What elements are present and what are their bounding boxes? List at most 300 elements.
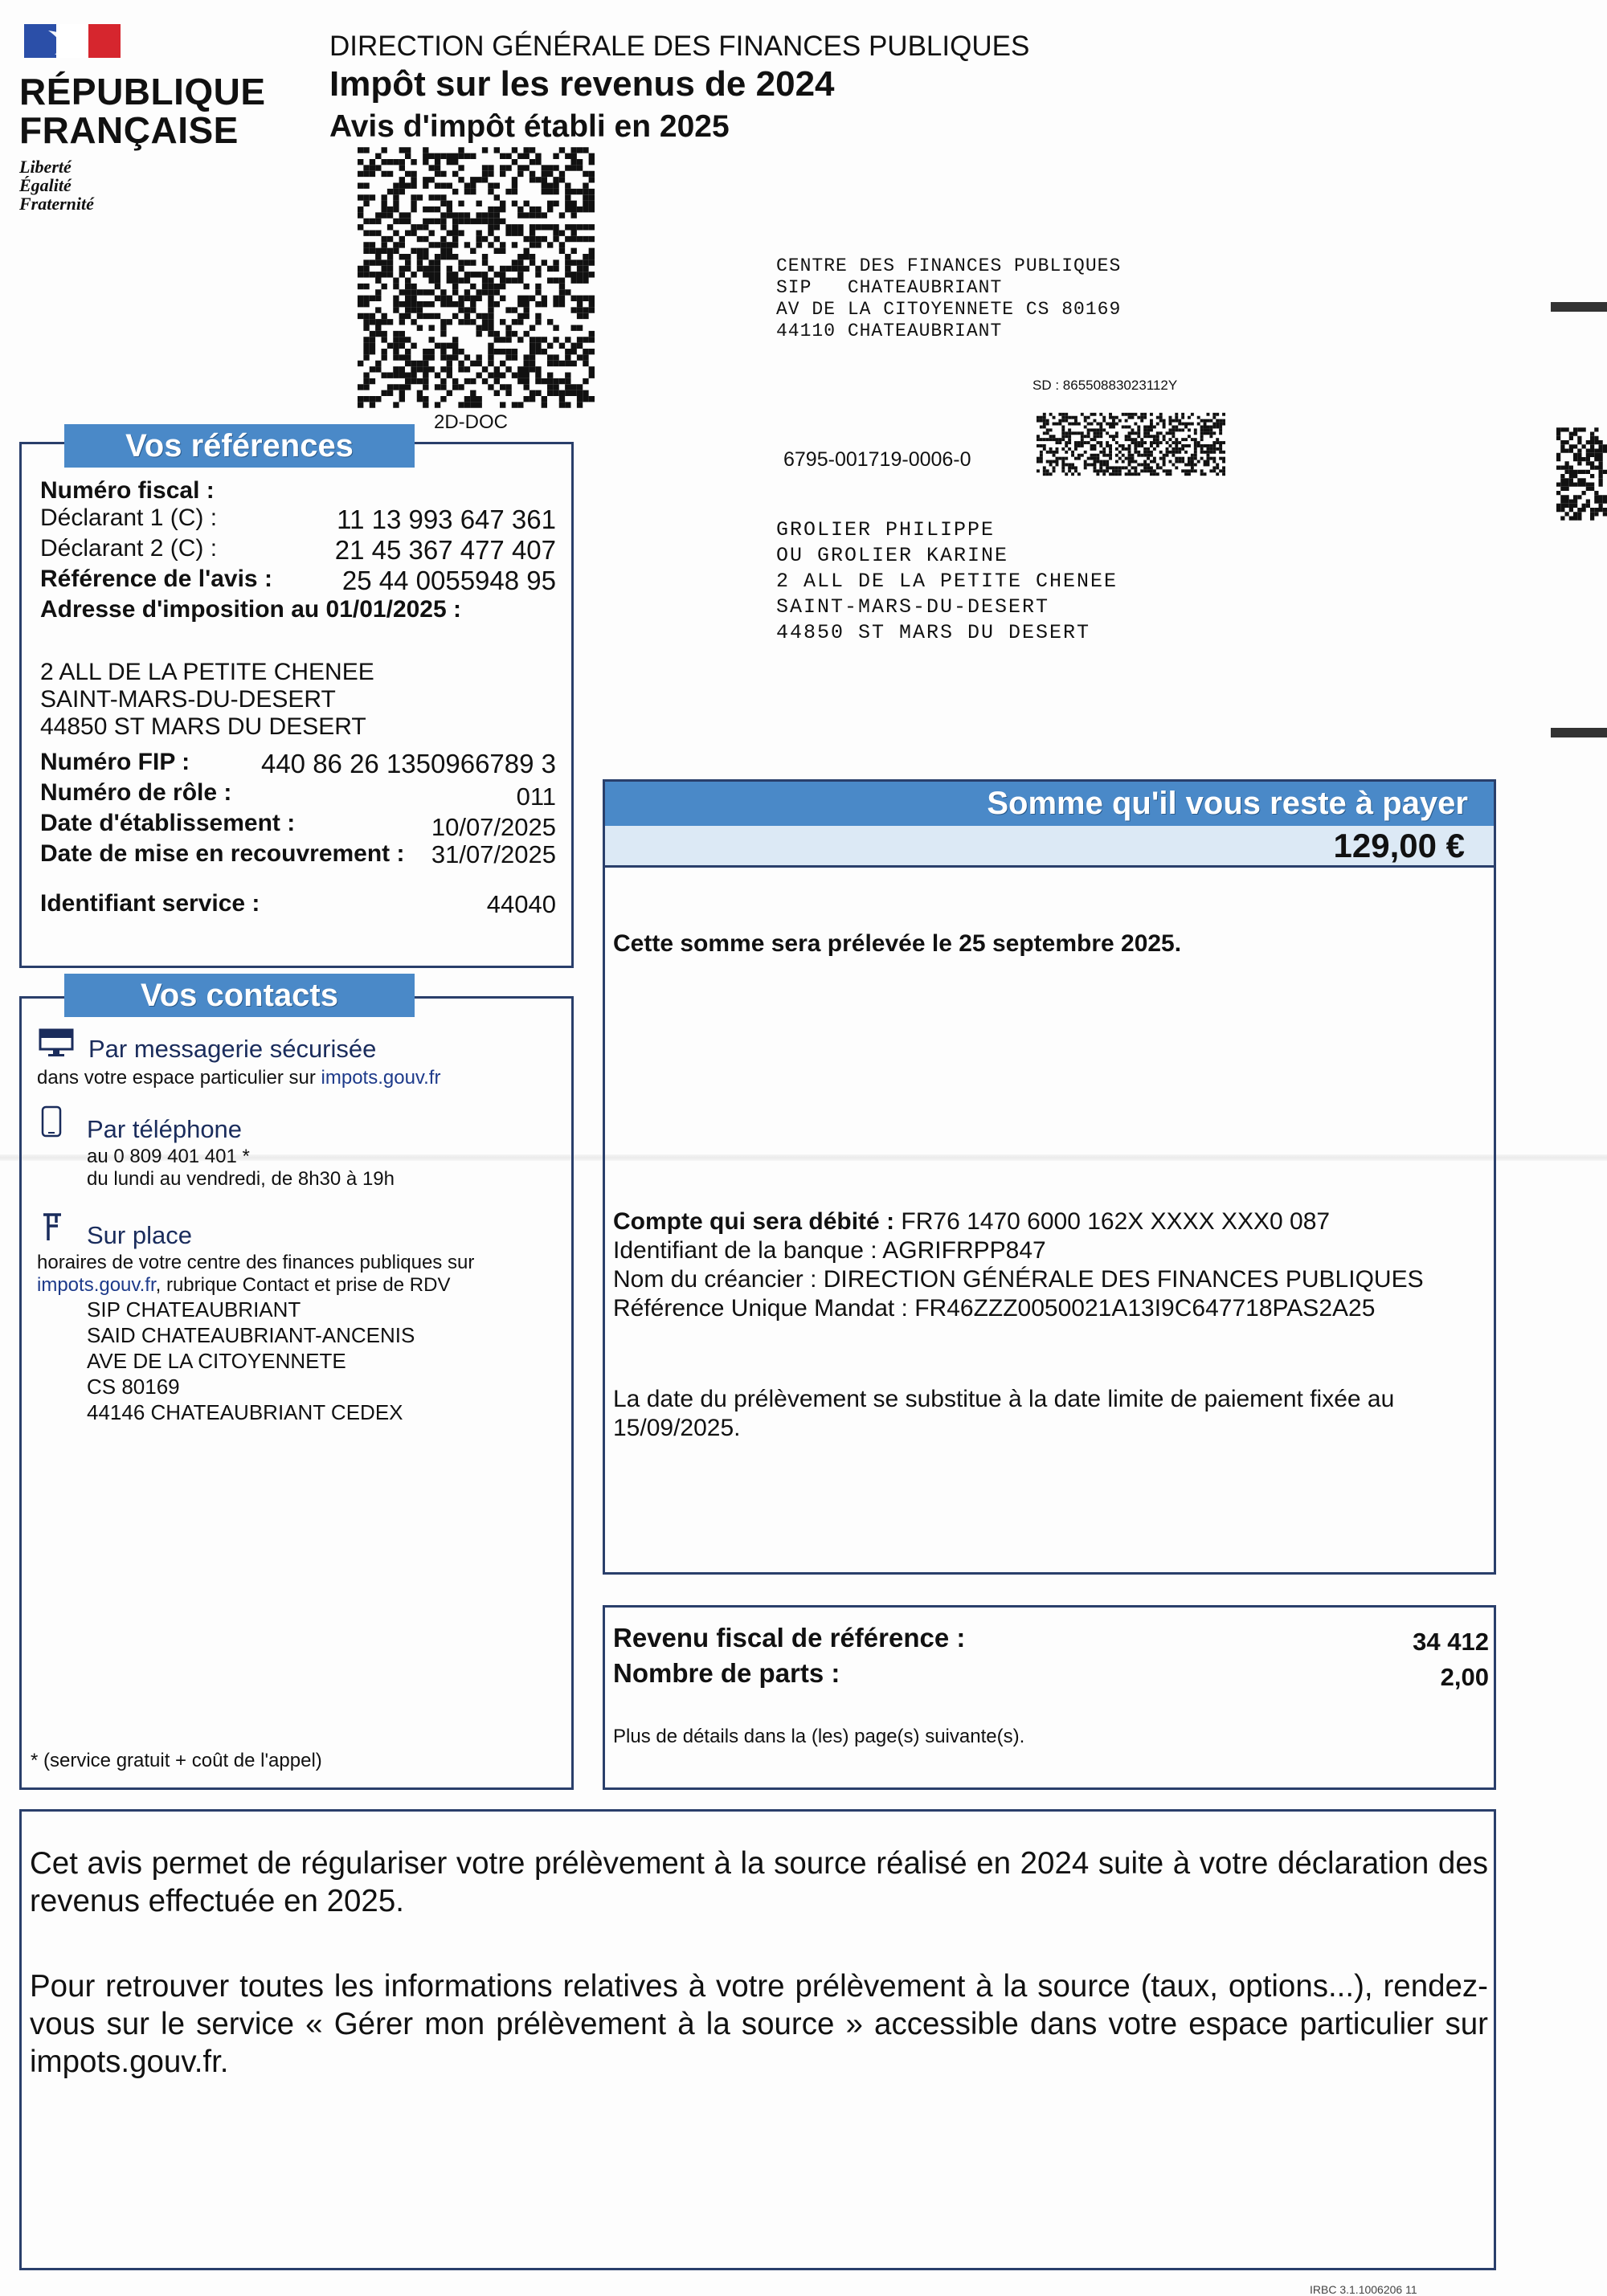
barcode-module [1577,508,1581,512]
barcode-module [470,189,476,194]
barcode-module [1191,454,1194,457]
barcode-module [1573,453,1577,457]
barcode-module [1058,423,1061,426]
barcode-module [363,354,369,360]
place-address-line: CS 80169 [87,1375,180,1399]
barcode-module [393,231,399,236]
barcode-module [1573,444,1577,448]
fip-row [40,749,556,779]
barcode-module [1150,466,1153,469]
barcode-module [1169,472,1172,476]
barcode-module [542,183,547,189]
barcode-module [464,183,470,189]
document-subtitle: Avis d'impôt établi en 2025 [329,109,730,144]
barcode-module [1058,438,1061,441]
barcode-module [440,366,446,372]
center-line: CENTRE DES FINANCES PUBLIQUES [776,255,1122,276]
barcode-module [1212,469,1216,472]
barcode-module [530,236,535,242]
barcode-module [559,343,565,349]
barcode-module [559,177,565,182]
barcode-module [547,278,553,284]
barcode-module [1569,470,1573,474]
barcode-module [542,212,547,218]
barcode-module [530,159,535,165]
barcode-module [1569,517,1573,521]
barcode-module [393,278,399,284]
barcode-module [589,189,595,194]
barcode-module [1046,423,1049,426]
barcode-module [363,301,369,307]
barcode-module [1560,495,1564,499]
barcode-module [535,224,541,230]
barcode-module [1181,444,1184,447]
barcode-module [583,272,588,277]
barcode-module [565,165,570,170]
barcode-module [1099,423,1102,426]
barcode-module [1150,435,1153,438]
barcode-module [1056,423,1059,426]
barcode-module [505,189,511,194]
revenue-content [613,1623,1489,1748]
barcode-module [1131,460,1135,464]
barcode-module [1065,457,1068,460]
barcode-module [1147,457,1150,460]
banque-line: Identifiant de la banque : AGRIFRPP847 [613,1237,1046,1264]
barcode-module [458,259,464,265]
barcode-module [1115,466,1118,469]
barcode-module [1212,444,1216,447]
barcode-module [1109,426,1112,429]
barcode-module [500,266,505,272]
barcode-module [1577,470,1581,474]
barcode-module [399,319,405,325]
barcode-module [583,349,588,354]
barcode-module [494,331,500,337]
barcode-module [393,301,399,307]
barcode-module [571,278,577,284]
barcode-module [1071,454,1074,457]
barcode-module [547,189,553,194]
barcode-module [530,390,535,396]
barcode-module [571,206,577,212]
barcode-module [494,147,500,153]
barcode-module [1582,444,1586,448]
barcode-module [393,189,399,194]
barcode-module [452,384,458,390]
barcode-module [1122,460,1125,464]
barcode-module [1134,460,1137,464]
barcode-module [1166,431,1169,435]
small-barcode [1037,411,1225,477]
barcode-module [1056,438,1059,441]
mandat-line: Référence Unique Mandat : FR46ZZZ0050021A13I9C647718PAS2A25 [613,1295,1376,1322]
barcode-module [429,165,435,170]
barcode-module [1125,426,1128,429]
barcode-module [447,212,452,218]
recipient-line: OU GROLIER KARINE [776,544,1009,567]
barcode-module [512,373,517,378]
barcode-module [535,212,541,218]
barcode-module [1194,454,1197,457]
barcode-module [571,236,577,242]
barcode-module [435,313,440,319]
barcode-module [375,278,381,284]
barcode-module [488,219,493,224]
barcode-module [494,212,500,218]
barcode-module [1099,464,1102,467]
barcode-module [1172,435,1175,438]
barcode-module [1068,441,1071,444]
barcode-module [1166,469,1169,472]
barcode-module [399,177,405,182]
barcode-module [1049,413,1053,416]
barcode-module [417,390,423,396]
fip-value: 440 86 26 1350966789 3 [260,749,556,778]
barcode-module [1178,441,1181,444]
barcode-module [1172,419,1175,423]
barcode-module [559,402,565,407]
barcode-module [1115,447,1118,451]
barcode-module [1065,435,1068,438]
barcode-module [505,231,511,236]
barcode-module [1134,469,1137,472]
barcode-module [1106,464,1109,467]
barcode-module [1118,472,1122,476]
barcode-module [1586,470,1590,474]
barcode-module [358,159,363,165]
barcode-module [589,296,595,301]
barcode-module [542,301,547,307]
barcode-module [1565,427,1569,431]
barcode-module [429,194,435,200]
barcode-module [417,254,423,259]
barcode-module [1181,447,1184,451]
barcode-module [358,313,363,319]
barcode-module [1582,427,1586,431]
barcode-module [440,248,446,254]
barcode-module [1594,500,1598,504]
barcode-module [1169,444,1172,447]
barcode-module [583,259,588,265]
barcode-module [1096,457,1099,460]
barcode-module [524,296,530,301]
barcode-module [476,201,482,206]
barcode-module [1068,469,1071,472]
barcode-module [488,296,493,301]
barcode-module [1150,469,1153,472]
barcode-module [494,378,500,384]
barcode-module [1128,444,1131,447]
barcode-module [423,254,428,259]
barcode-module [589,159,595,165]
barcode-module [1112,435,1115,438]
place-text2: , rubrique Contact et prise de RDV [155,1274,451,1296]
barcode-module [524,373,530,378]
barcode-module [1222,466,1225,469]
barcode-module [583,296,588,301]
barcode-module [547,165,553,170]
barcode-module [1212,457,1216,460]
barcode-module [458,165,464,170]
barcode-module [1087,457,1090,460]
barcode-module [382,248,387,254]
barcode-module [589,201,595,206]
barcode-module [512,177,517,182]
barcode-module [399,183,405,189]
barcode-module [1112,466,1115,469]
barcode-module [370,313,375,319]
barcode-module [535,289,541,295]
barcode-module [458,147,464,153]
barcode-module [1594,427,1598,431]
barcode-module [1077,472,1081,476]
barcode-module [429,337,435,342]
barcode-module [1565,487,1569,491]
barcode-module [1163,460,1166,464]
barcode-module [1115,472,1118,476]
center-line: 44110 CHATEAUBRIANT [776,321,1003,341]
barcode-module [542,165,547,170]
barcode-module [447,206,452,212]
barcode-module [1040,454,1043,457]
barcode-module [524,378,530,384]
barcode-module [577,402,583,407]
role-row [40,779,556,810]
barcode-module [553,325,558,331]
barcode-module [435,183,440,189]
barcode-module [1140,416,1143,419]
barcode-module [1077,457,1081,460]
barcode-module [565,236,570,242]
barcode-module [1209,447,1212,451]
barcode-module [1150,428,1153,431]
barcode-module [476,231,482,236]
barcode-module [440,242,446,247]
barcode-module [1147,435,1150,438]
barcode-module [382,171,387,177]
barcode-module [530,354,535,360]
barcode-module [517,373,523,378]
barcode-module [399,313,405,319]
barcode-module [517,171,523,177]
barcode-module [1573,474,1577,478]
messagerie-title: Par messagerie sécurisée [88,1035,377,1063]
references-title: Vos références [64,424,415,468]
impots-link[interactable]: impots.gouv.fr [321,1067,441,1089]
barcode-module [482,366,488,372]
barcode-module [1556,504,1560,508]
barcode-module [358,212,363,218]
barcode-module [1586,483,1590,487]
barcode-module [1081,431,1084,435]
barcode-module [482,325,488,331]
barcode-module [464,396,470,402]
barcode-module [1125,435,1128,438]
barcode-module [470,284,476,289]
barcode-module [1582,483,1586,487]
barcode-module [1216,472,1219,476]
barcode-module [458,366,464,372]
barcode-module [1147,464,1150,467]
barcode-module [500,201,505,206]
barcode-module [405,361,411,366]
barcode-module [370,194,375,200]
barcode-module [363,147,369,153]
barcode-module [405,373,411,378]
barcode-module [1577,495,1581,499]
barcode-module [1137,416,1140,419]
barcode-module [1112,438,1115,441]
barcode-module [1137,464,1140,467]
barcode-module [411,159,416,165]
barcode-module [1043,419,1046,423]
barcode-module [458,402,464,407]
barcode-module [411,231,416,236]
barcode-module [482,278,488,284]
barcode-module [1112,472,1115,476]
barcode-module [429,219,435,224]
barcode-module [1200,428,1204,431]
barcode-module [512,278,517,284]
barcode-module [583,189,588,194]
barcode-module [1159,441,1163,444]
barcode-module [553,183,558,189]
barcode-module [1037,419,1040,423]
barcode-module [1163,438,1166,441]
barcode-module [375,361,381,366]
barcode-module [440,319,446,325]
barcode-module [1184,451,1188,454]
barcode-module [1219,444,1222,447]
barcode-module [553,301,558,307]
barcode-module [470,296,476,301]
barcode-module [1094,460,1097,464]
barcode-module [1594,440,1598,444]
barcode-module [1087,441,1090,444]
barcode-module [1131,472,1135,476]
barcode-module [547,183,553,189]
barcode-module [1137,435,1140,438]
service-row [40,887,556,917]
barcode-module [482,212,488,218]
edge-barcode [1556,426,1607,522]
barcode-module [553,390,558,396]
barcode-module [1049,447,1053,451]
barcode-module [1159,457,1163,460]
barcode-module [1156,466,1159,469]
barcode-module [1150,441,1153,444]
declarant2-label: Déclarant 2 (C) : [40,535,218,562]
barcode-module [517,153,523,159]
barcode-module [1043,423,1046,426]
barcode-module [1112,419,1115,423]
barcode-module [530,366,535,372]
creancier-line: Nom du créancier : DIRECTION GÉNÉRALE DES FINANCES PUBLIQUES [613,1266,1424,1293]
barcode-module [1049,435,1053,438]
barcode-module [494,337,500,342]
barcode-module [399,219,405,224]
barcode-module [423,206,428,212]
barcode-module [411,206,416,212]
barcode-module [375,165,381,170]
barcode-module [488,325,493,331]
barcode-module [571,390,577,396]
barcode-module [1577,449,1581,453]
barcode-module [405,219,411,224]
barcode-module [1109,466,1112,469]
barcode-module [589,307,595,313]
impots-link[interactable]: impots.gouv.fr [37,1274,156,1296]
barcode-module [1102,419,1106,423]
barcode-module [559,278,565,284]
barcode-module [417,378,423,384]
barcode-module [482,165,488,170]
barcode-module [464,402,470,407]
barcode-module [452,343,458,349]
barcode-module [1200,469,1204,472]
barcode-module [524,147,530,153]
barcode-module [1071,466,1074,469]
barcode-module [1175,441,1178,444]
barcode-module [583,354,588,360]
barcode-module [1061,413,1065,416]
barcode-module [1065,464,1068,467]
barcode-module [1565,478,1569,482]
barcode-module [1219,441,1222,444]
barcode-module [1207,428,1210,431]
barcode-module [447,319,452,325]
barcode-module [1172,451,1175,454]
barcode-module [1143,464,1147,467]
barcode-module [1156,464,1159,467]
republique-francaise-wordmark [19,72,266,149]
barcode-module [512,159,517,165]
barcode-module [1560,427,1564,431]
barcode-module [505,266,511,272]
barcode-module [1184,426,1188,429]
barcode-module [393,337,399,342]
barcode-module [512,201,517,206]
barcode-module [429,272,435,277]
barcode-module [542,402,547,407]
barcode-module [1147,431,1150,435]
barcode-module [500,349,505,354]
barcode-module [1209,431,1212,435]
barcode-module [535,337,541,342]
barcode-module [447,296,452,301]
barcode-module [440,224,446,230]
barcode-module [464,354,470,360]
barcode-module [559,378,565,384]
messagerie-text: dans votre espace particulier sur [37,1067,321,1089]
barcode-module [458,278,464,284]
messagerie-row [37,1028,559,1063]
barcode-module [1043,438,1046,441]
barcode-module [524,165,530,170]
barcode-module [535,349,541,354]
barcode-module [1560,508,1564,512]
barcode-module [571,307,577,313]
barcode-module [500,284,505,289]
motto-fraternite: Fraternité [19,194,94,214]
barcode-module [1099,451,1102,454]
barcode-module [1040,426,1043,429]
barcode-module [1153,447,1156,451]
barcode-module [505,153,511,159]
barcode-module [1219,419,1222,423]
barcode-module [524,361,530,366]
